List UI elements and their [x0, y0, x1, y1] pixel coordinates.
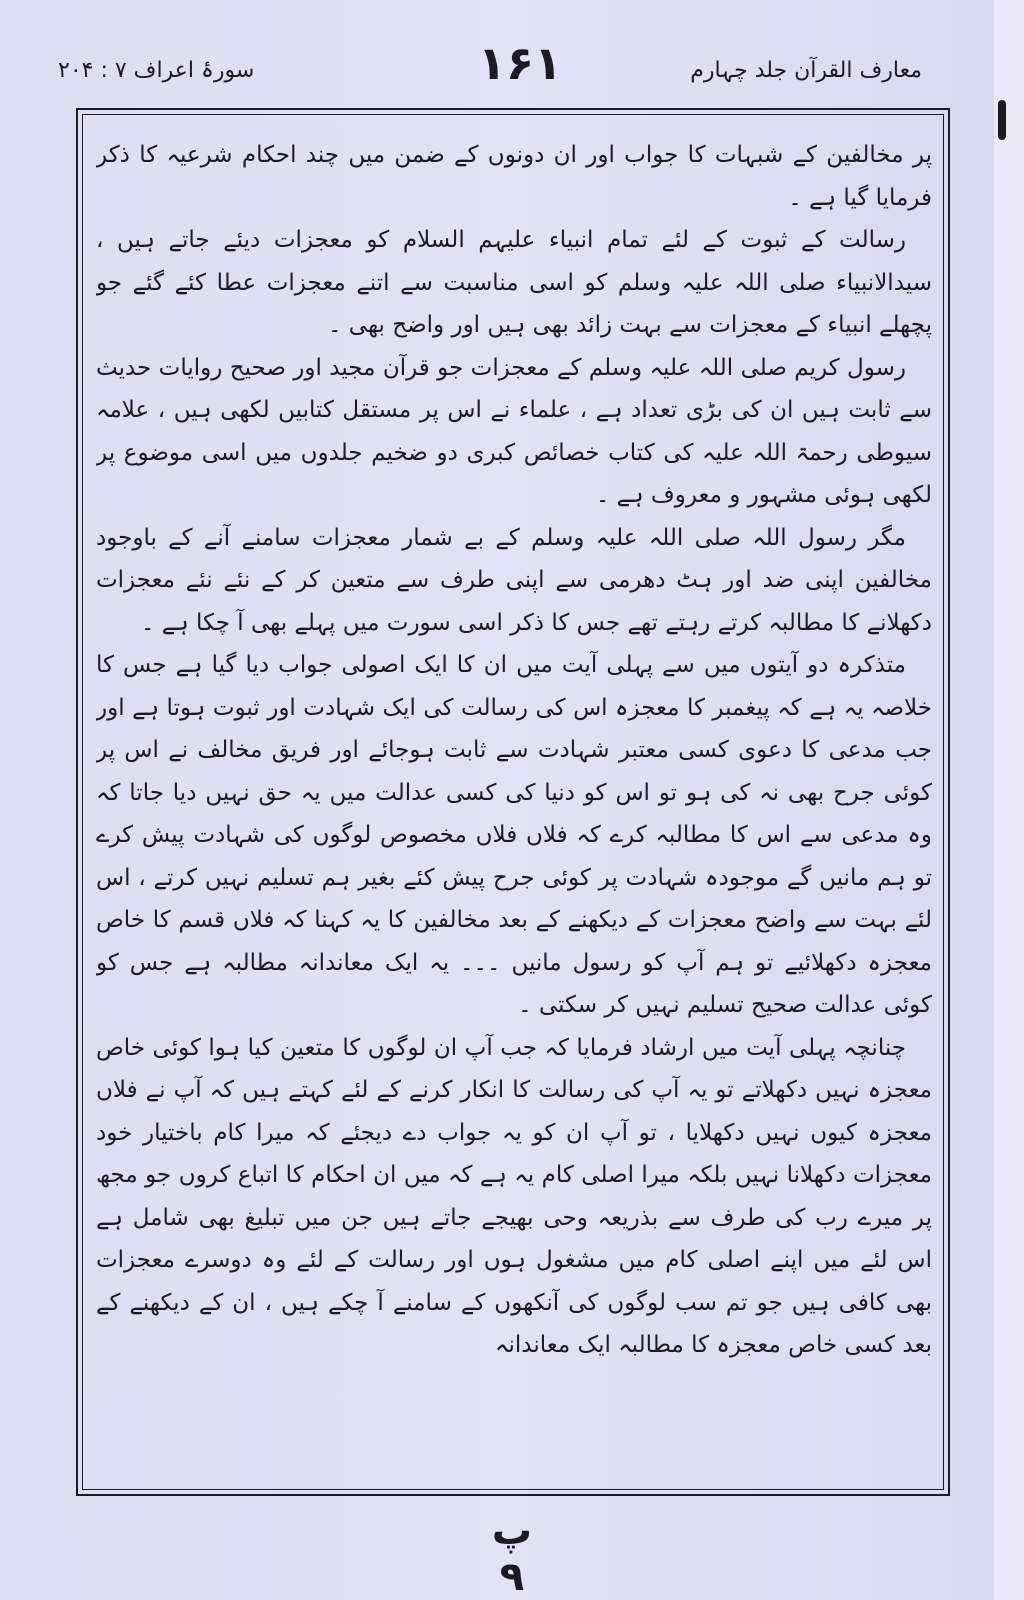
page-binding-edge: [994, 0, 1024, 1600]
binding-mark: [998, 100, 1006, 140]
signature-mark: پ ۹: [491, 1508, 533, 1600]
page-number: ۱۶۱: [477, 36, 563, 90]
surah-reference: سورۂ اعراف ۷ : ۲۰۴: [58, 58, 255, 83]
paragraph-5: متذکرہ دو آیتوں میں سے پہلی آیت میں ان کا ایک اصولی جواب دیا گیا ہے جس کا خلاصہ یہ ہے کہ پیغمبر کا معجزہ اس کی رسالت کی ایک شہادت اور ثبوت ہوتا ہے اور جب مدعی کا دعوی کسی معتبر شہادت سے ثابت ہوجائے اور فریق مخالف نے اس پر کوئی جرح بھی نہ کی ہو تو اس کو دنیا کی کسی عدالت میں یہ حق نہیں دیا جاتا کہ وہ مدعی سے اس کا مطالبہ کرے کہ فلاں فلاں مخصوص لوگوں کی شہادت پیش کرے تو ہم مانیں گے موجودہ شہادت پر کوئی جرح پیش کئے بغیر ہم تسلیم نہیں کرتے ، اس لئے بہت سے واضح معجزات کے دیکھنے کے بعد مخالفین کا یہ کہنا کہ فلاں قسم کا خاص معجزہ دکھلائیے تو ہم آپ کو رسول مانیں ۔۔۔ یہ ایک معاندانہ مطالبہ ہے جس کو کوئی عدالت صحیح تسلیم نہیں کر سکتی ۔: [96, 652, 932, 1018]
paragraph-6: چنانچہ پہلی آیت میں ارشاد فرمایا کہ جب آپ ان لوگوں کا متعین کیا ہوا کوئی خاص معجزہ نہیں دکھلاتے تو یہ آپ کی رسالت کا انکار کرنے کے لئے کہتے ہیں کہ آپ نے فلاں معجزہ کیوں نہیں دکھلایا ، تو آپ ان کو یہ جواب دے دیجئے کہ میرا کام باختیار خود معجزات دکھلانا نہیں بلکہ میرا اصلی کام یہ ہے کہ میں ان احکام کا اتباع کروں جو مجھ پر میرے رب کی طرف سے بذریعہ وحی بھیجے جاتے ہیں جن میں تبلیغ بھی شامل ہے اس لئے میں اپنے اصلی کام میں مشغول ہوں اور رسالت کے لئے وہ دوسرے معجزات بھی کافی ہیں جو تم سب لوگوں کی آنکھوں کے سامنے آ چکے ہیں ، ان کے دیکھنے کے بعد کسی خاص معجزہ کا مطالبہ ایک معاندانہ: [96, 1034, 932, 1358]
paragraph-2: رسالت کے ثبوت کے لئے تمام انبیاء علیہم السلام کو معجزات دیئے جاتے ہیں ، سیدالانبیاء صلی اللہ علیہ وسلم کو اسی مناسبت سے اتنے معجزات عطا کئے گئے جو پچھلے انبیاء کے معجزات سے بہت زائد بھی ہیں اور واضح بھی ۔: [96, 227, 932, 338]
paragraph-1: پر مخالفین کے شبہات کا جواب اور ان دونوں کے ضمن میں چند احکام شرعیہ کا ذکر فرمایا گیا ہے ۔: [96, 142, 932, 211]
book-title: معارف القرآن جلد چہارم: [690, 58, 922, 83]
paragraph-4: مگر رسول اللہ صلی اللہ علیہ وسلم کے بے شمار معجزات سامنے آنے کے باوجود مخالفین اپنی ضد اور ہٹ دھرمی سے اپنی طرف سے متعین کر کے نئے نئے معجزات دکھلانے کا مطالبہ کرتے رہتے تھے جس کا ذکر اسی سورت میں پہلے بھی آ چکا ہے ۔: [96, 524, 932, 636]
paragraph-3: رسول کریم صلی اللہ علیہ وسلم کے معجزات جو قرآن مجید اور صحیح روایات حدیث سے ثابت ہیں ان کی بڑی تعداد ہے ، علماء نے اس پر مستقل کتابیں لکھی ہیں ، علامہ سیوطی رحمۃ اللہ علیہ کی کتاب خصائص کبری دو ضخیم جلدوں میں اسی موضوع پر لکھی ہوئی مشہور و معروف ہے ۔: [96, 354, 932, 508]
commentary-body: [96, 134, 932, 1480]
